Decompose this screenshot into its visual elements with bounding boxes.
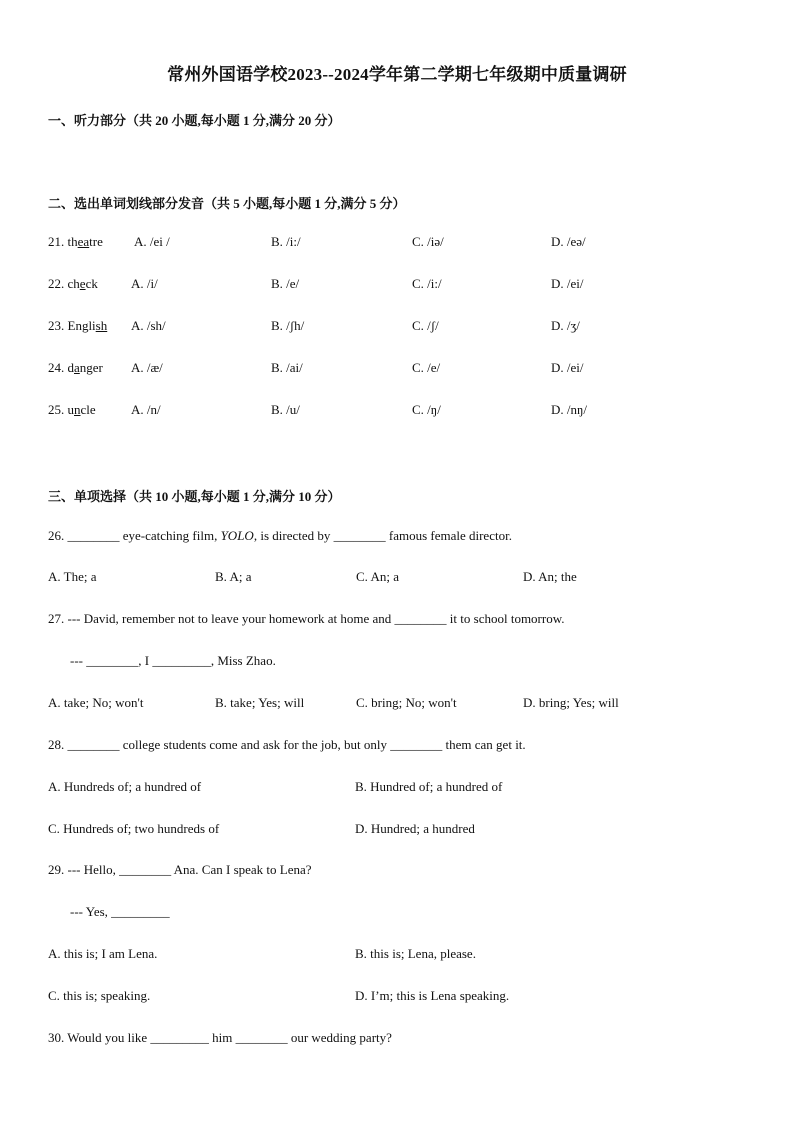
option-d: D. /ʒ/	[551, 318, 580, 333]
question-29-options-cd	[48, 988, 748, 1006]
section-heading-choice: 三、单项选择（共 10 小题,每小题 1 分,满分 10 分）	[48, 489, 341, 504]
option-a: A. /ei /	[134, 234, 170, 249]
option-b: B. /i:/	[271, 234, 301, 249]
option-d: D. /eə/	[551, 234, 586, 249]
question-29-options-ab	[48, 946, 748, 964]
option-b: B. take; Yes; will	[215, 695, 305, 710]
question-word: 22. check	[48, 276, 98, 291]
question-28-options-ab	[48, 779, 748, 797]
option-d: D. Hundred; a hundred	[355, 821, 475, 836]
option-b: B. /u/	[271, 402, 300, 417]
option-c: C. /e/	[412, 360, 441, 375]
option-a: A. /sh/	[131, 318, 166, 333]
section-heading-listening: 一、听力部分（共 20 小题,每小题 1 分,满分 20 分）	[48, 113, 341, 128]
option-c: C. Hundreds of; two hundreds of	[48, 821, 220, 836]
option-d: D. bring; Yes; will	[523, 695, 619, 710]
question-30-stem: 30. Would you like _________ him ________ our wedding party?	[48, 1030, 392, 1045]
section-heading-phonetics: 二、选出单词划线部分发音（共 5 小题,每小题 1 分,满分 5 分）	[48, 196, 406, 211]
question-word: 21. theatre	[48, 234, 103, 249]
question-23	[48, 318, 748, 336]
option-d: D. /nŋ/	[551, 402, 588, 417]
question-22	[48, 276, 748, 294]
option-a: A. this is; I am Lena.	[48, 946, 158, 961]
option-b: B. /ai/	[271, 360, 303, 375]
option-b: B. Hundred of; a hundred of	[355, 779, 503, 794]
question-word: 24. danger	[48, 360, 103, 375]
option-c: C. /i:/	[412, 276, 442, 291]
option-c: C. this is; speaking.	[48, 988, 151, 1003]
option-a: A. take; No; won't	[48, 695, 144, 710]
question-29-reply: --- Yes, _________	[70, 904, 170, 919]
question-26-stem: 26. ________ eye-catching film, YOLO, is directed by ________ famous female director.	[48, 528, 512, 543]
question-27-options	[48, 695, 748, 713]
question-25	[48, 402, 748, 420]
film-title: YOLO	[220, 528, 254, 543]
option-c: C. An; a	[356, 569, 399, 584]
option-b: B. this is; Lena, please.	[355, 946, 476, 961]
question-26-options	[48, 569, 748, 587]
option-c: C. /iə/	[412, 234, 444, 249]
option-d: D. /ei/	[551, 276, 584, 291]
option-d: D. I’m; this is Lena speaking.	[355, 988, 510, 1003]
question-word: 23. English	[48, 318, 108, 333]
option-d: D. /ei/	[551, 360, 584, 375]
option-a: A. /i/	[131, 276, 158, 291]
option-b: B. /ʃh/	[271, 318, 305, 333]
page-title: 常州外国语学校2023--2024学年第二学期七年级期中质量调研	[167, 65, 627, 84]
option-a: A. /n/	[131, 402, 161, 417]
option-a: A. The; a	[48, 569, 97, 584]
option-c: C. /ʃ/	[412, 318, 439, 333]
question-27-stem: 27. --- David, remember not to leave your homework at home and ________ it to school tomorrow.	[48, 611, 565, 626]
question-word: 25. uncle	[48, 402, 96, 417]
question-21	[48, 234, 748, 252]
option-a: A. Hundreds of; a hundred of	[48, 779, 202, 794]
question-29-stem: 29. --- Hello, ________ Ana. Can I speak to Lena?	[48, 862, 312, 877]
question-24	[48, 360, 748, 378]
option-c: C. bring; No; won't	[356, 695, 457, 710]
option-b: B. A; a	[215, 569, 252, 584]
question-27-reply: --- ________, I _________, Miss Zhao.	[70, 653, 276, 668]
question-28-options-cd	[48, 821, 748, 839]
option-a: A. /æ/	[131, 360, 163, 375]
option-c: C. /ŋ/	[412, 402, 441, 417]
question-28-stem: 28. ________ college students come and ask for the job, but only ________ them can get it.	[48, 737, 526, 752]
option-d: D. An; the	[523, 569, 577, 584]
option-b: B. /e/	[271, 276, 300, 291]
